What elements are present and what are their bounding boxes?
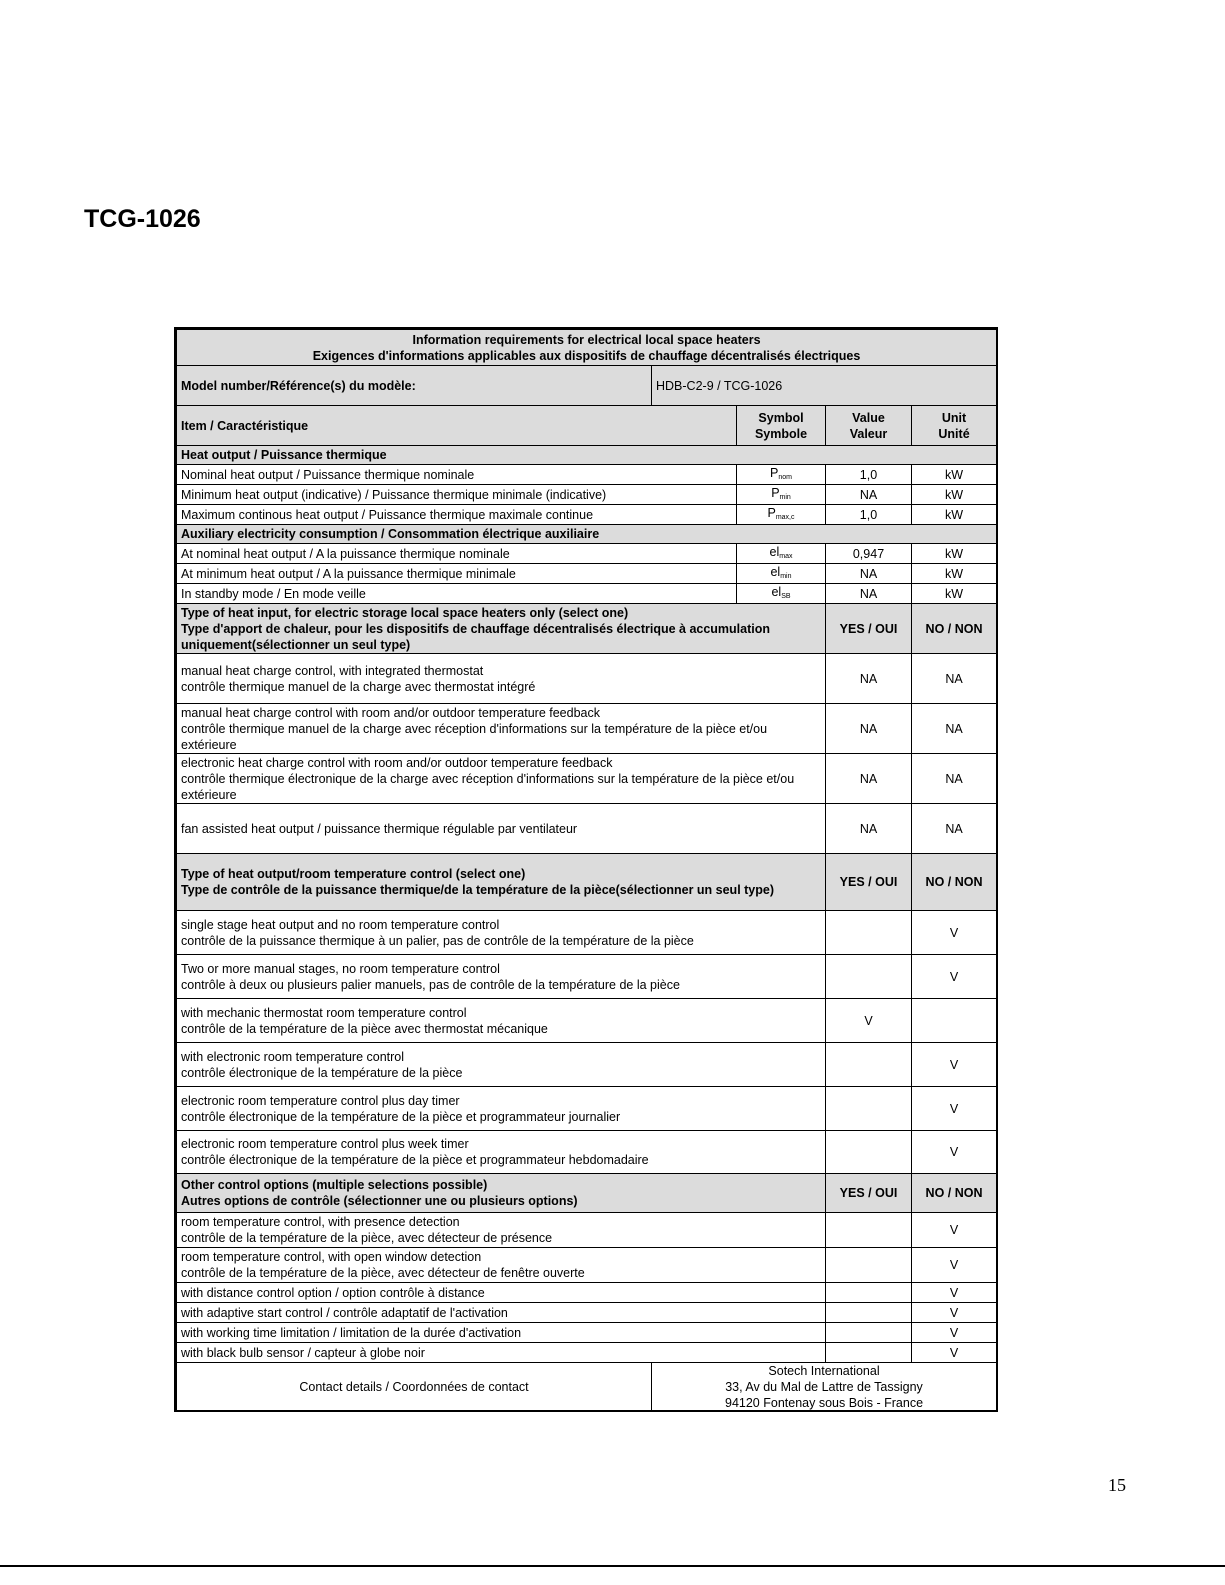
row-value: NA <box>826 564 912 584</box>
table-row <box>177 1343 997 1363</box>
table-row <box>177 584 997 604</box>
row-no: V <box>912 1323 997 1343</box>
row-label: At nominal heat output / A la puissance thermique nominale <box>177 544 737 564</box>
row-label <box>177 1213 826 1248</box>
table-row <box>177 1323 997 1343</box>
table-row <box>177 465 997 485</box>
table-row <box>177 485 997 505</box>
row-label-fr: contrôle de la température de la pièce, avec détecteur de présence <box>181 1231 553 1245</box>
table-row <box>177 804 997 854</box>
row-yes <box>826 1323 912 1343</box>
row-symbol: $el_{SB}$ <box>737 584 826 604</box>
section-heat-output <box>177 446 997 465</box>
row-yes <box>826 1248 912 1283</box>
section-aux <box>177 525 997 544</box>
model-label: Model number/Référence(s) du modèle: <box>177 366 652 406</box>
row-label-en: with mechanic thermostat room temperature control <box>181 1005 467 1020</box>
table-row <box>177 564 997 584</box>
row-value: 0,947 <box>826 544 912 564</box>
row-no: NA <box>912 654 997 704</box>
row-yes: NA <box>826 654 912 704</box>
section-title-en: Type of heat output/room temperature control (select one) <box>181 867 526 881</box>
section-title-en: Other control options (multiple selections possible) <box>181 1178 488 1192</box>
row-no: NA <box>912 754 997 804</box>
table-row <box>177 1043 997 1087</box>
column-header-row <box>177 406 997 446</box>
row-label <box>177 999 826 1043</box>
row-no <box>912 999 997 1043</box>
row-label: with adaptive start control / contrôle adaptatif de l'activation <box>177 1303 826 1323</box>
col-symbol-header <box>737 406 826 446</box>
table-row <box>177 1248 997 1283</box>
row-label-fr: contrôle thermique manuel de la charge avec réception d'informations sur la température de la pièce et/ou extérieure <box>181 721 768 752</box>
table-row <box>177 654 997 704</box>
row-yes <box>826 1087 912 1131</box>
row-label-en: room temperature control, with presence detection <box>181 1215 460 1229</box>
col-symbol-fr: Symbole <box>754 426 808 441</box>
table-row <box>177 754 997 804</box>
row-unit: kW <box>912 485 997 505</box>
page-number: 15 <box>1108 1475 1126 1495</box>
row-label-en: Two or more manual stages, no room temperature control <box>181 961 500 976</box>
table-header <box>177 330 997 366</box>
col-unit-fr: Unité <box>938 426 970 441</box>
row-label-en: electronic heat charge control with room and/or outdoor temperature feedback <box>181 755 613 770</box>
row-yes: NA <box>826 704 912 754</box>
row-symbol: $el_{min}$ <box>737 564 826 584</box>
row-label <box>177 911 826 955</box>
no-header: NO / NON <box>912 604 997 654</box>
model-value: HDB-C2-9 / TCG-1026 <box>652 366 997 406</box>
section-title <box>177 854 826 911</box>
row-value: NA <box>826 584 912 604</box>
row-no: NA <box>912 804 997 854</box>
row-label <box>177 704 826 754</box>
table-row <box>177 1303 997 1323</box>
row-label: with distance control option / option contrôle à distance <box>177 1283 826 1303</box>
row-symbol: $P_{max,c}$ <box>737 505 826 525</box>
table-header-en: Information requirements for electrical local space heaters <box>412 332 761 347</box>
contact-company: Sotech International <box>768 1364 880 1378</box>
row-symbol: $P_{min}$ <box>737 485 826 505</box>
row-no: V <box>912 911 997 955</box>
table-row <box>177 505 997 525</box>
row-yes <box>826 955 912 999</box>
row-no: V <box>912 1131 997 1174</box>
row-label-fr: contrôle thermique électronique de la charge avec réception d'informations sur la température de la pièce et/ou extérieure <box>181 771 795 802</box>
col-value-en: Value <box>852 410 885 425</box>
row-label: Maximum continous heat output / Puissance thermique maximale continue <box>177 505 737 525</box>
row-label: At minimum heat output / A la puissance thermique minimale <box>177 564 737 584</box>
table-row <box>177 955 997 999</box>
row-label-fr: contrôle électronique de la température de la pièce <box>181 1065 463 1080</box>
section-room-control <box>177 854 997 911</box>
row-label-en: with electronic room temperature control <box>181 1049 405 1064</box>
row-label <box>177 804 826 854</box>
row-yes <box>826 1303 912 1323</box>
row-no: NA <box>912 704 997 754</box>
table-row <box>177 1087 997 1131</box>
row-label-en: single stage heat output and no room temperature control <box>181 917 500 932</box>
row-label-fr: contrôle de la température de la pièce, avec détecteur de fenêtre ouverte <box>181 1266 585 1280</box>
contact-city: 94120 Fontenay sous Bois - France <box>725 1396 924 1410</box>
section-title: Heat output / Puissance thermique <box>177 446 997 465</box>
yes-header: YES / OUI <box>826 854 912 911</box>
row-yes <box>826 1213 912 1248</box>
row-no: V <box>912 1213 997 1248</box>
row-yes <box>826 1131 912 1174</box>
table-row <box>177 704 997 754</box>
col-value-fr: Valeur <box>849 426 888 441</box>
contact-row <box>177 1363 997 1412</box>
row-no: V <box>912 1303 997 1323</box>
row-value: 1,0 <box>826 465 912 485</box>
row-unit: kW <box>912 564 997 584</box>
row-yes: V <box>826 999 912 1043</box>
col-item-header: Item / Caractéristique <box>177 406 737 446</box>
section-title <box>177 1174 826 1213</box>
row-label <box>177 1248 826 1283</box>
section-other-options <box>177 1174 997 1213</box>
row-label: In standby mode / En mode veille <box>177 584 737 604</box>
row-yes <box>826 1343 912 1363</box>
section-heat-input <box>177 604 997 654</box>
row-yes: NA <box>826 754 912 804</box>
row-label-fr: contrôle thermique manuel de la charge avec thermostat intégré <box>181 679 536 694</box>
table-header-row <box>177 330 997 366</box>
row-label <box>177 1131 826 1174</box>
row-no: V <box>912 1283 997 1303</box>
row-no: V <box>912 1043 997 1087</box>
row-label: Minimum heat output (indicative) / Puissance thermique minimale (indicative) <box>177 485 737 505</box>
row-label-en: electronic room temperature control plus week timer <box>181 1137 469 1151</box>
table-header-fr: Exigences d'informations applicables aux dispositifs de chauffage décentralisés électriques <box>312 348 861 363</box>
section-title-en: Type of heat input, for electric storage local space heaters only (select one) <box>181 605 629 620</box>
table-row <box>177 999 997 1043</box>
col-unit-en: Unit <box>941 410 967 425</box>
section-title <box>177 604 826 654</box>
row-no: V <box>912 1248 997 1283</box>
row-label: with black bulb sensor / capteur à globe noir <box>177 1343 826 1363</box>
row-yes: NA <box>826 804 912 854</box>
row-label-fr: contrôle à deux ou plusieurs palier manuels, pas de contrôle de la température de la pièce <box>181 977 680 992</box>
col-symbol-en: Symbol <box>758 410 804 425</box>
section-title-fr: Autres options de contrôle (sélectionner une ou plusieurs options) <box>181 1194 578 1208</box>
page-bottom-rule <box>0 1565 1225 1567</box>
row-value: 1,0 <box>826 505 912 525</box>
col-unit-header <box>912 406 997 446</box>
row-label-fr: contrôle électronique de la température de la pièce et programmateur hebdomadaire <box>181 1153 649 1167</box>
contact-street: 33, Av du Mal de Lattre de Tassigny <box>725 1380 923 1394</box>
row-unit: kW <box>912 544 997 564</box>
row-symbol: $P_{nom}$ <box>737 465 826 485</box>
row-label: Nominal heat output / Puissance thermique nominale <box>177 465 737 485</box>
table-row <box>177 544 997 564</box>
row-unit: kW <box>912 584 997 604</box>
row-no: V <box>912 1087 997 1131</box>
table-row <box>177 1131 997 1174</box>
section-title-fr: Type de contrôle de la puissance thermique/de la température de la pièce(sélectionner un seul type) <box>181 883 774 897</box>
row-no: V <box>912 955 997 999</box>
row-label-fr: contrôle électronique de la température de la pièce et programmateur journalier <box>181 1109 621 1124</box>
section-title-fr: Type d'apport de chaleur, pour les dispositifs de chauffage décentralisés électrique à accumulation uniquement(sélectionner un seul type) <box>181 621 771 652</box>
row-yes <box>826 1283 912 1303</box>
row-label <box>177 654 826 704</box>
row-label-fr: contrôle de la température de la pièce avec thermostat mécanique <box>181 1021 548 1036</box>
row-label-fr: contrôle de la puissance thermique à un palier, pas de contrôle de la température de la pièce <box>181 933 694 948</box>
col-value-header <box>826 406 912 446</box>
section-title: Auxiliary electricity consumption / Consommation électrique auxiliaire <box>177 525 997 544</box>
row-label-en: electronic room temperature control plus day timer <box>181 1093 460 1108</box>
contact-address <box>652 1363 997 1412</box>
row-label-en: manual heat charge control with room and/or outdoor temperature feedback <box>181 705 600 720</box>
row-yes <box>826 1043 912 1087</box>
contact-label: Contact details / Coordonnées de contact <box>177 1363 652 1412</box>
row-label: with working time limitation / limitation de la durée d'activation <box>177 1323 826 1343</box>
row-unit: kW <box>912 465 997 485</box>
yes-header: YES / OUI <box>826 604 912 654</box>
table-row <box>177 911 997 955</box>
no-header: NO / NON <box>912 1174 997 1213</box>
table-row <box>177 1213 997 1248</box>
no-header: NO / NON <box>912 854 997 911</box>
row-symbol: $el_{max}$ <box>737 544 826 564</box>
row-label <box>177 1087 826 1131</box>
yes-header: YES / OUI <box>826 1174 912 1213</box>
row-no: V <box>912 1343 997 1363</box>
row-value: NA <box>826 485 912 505</box>
row-yes <box>826 911 912 955</box>
page-title: TCG-1026 <box>84 205 201 233</box>
table-row <box>177 1283 997 1303</box>
row-label <box>177 955 826 999</box>
row-label-en: fan assisted heat output / puissance thermique régulable par ventilateur <box>181 821 578 836</box>
model-row <box>177 366 997 406</box>
row-label-en: room temperature control, with open window detection <box>181 1250 482 1264</box>
row-label <box>177 754 826 804</box>
info-requirements-table <box>174 327 998 1412</box>
row-label-en: manual heat charge control, with integrated thermostat <box>181 663 484 678</box>
row-label <box>177 1043 826 1087</box>
row-unit: kW <box>912 505 997 525</box>
